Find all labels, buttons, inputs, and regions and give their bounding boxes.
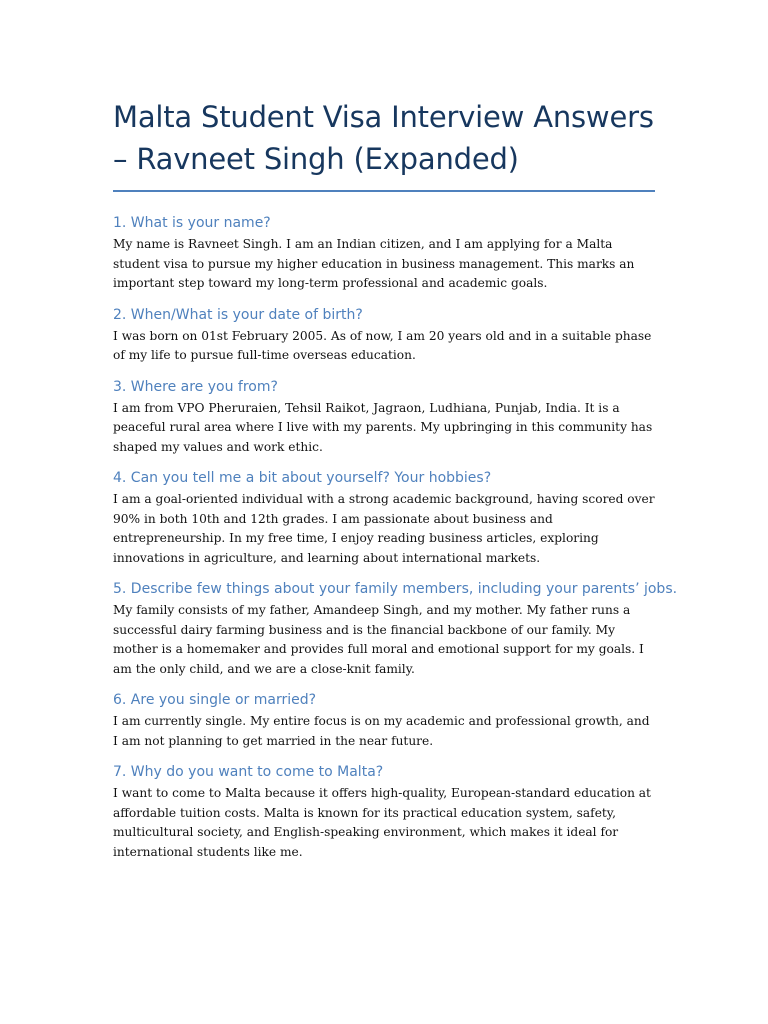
- question-heading: 6. Are you single or married?: [113, 692, 317, 708]
- answer-paragraph: I want to come to Malta because it offers high-quality, European-standard education at affordable tuition costs. Malta is known for its practical education system, safety, multicultural society, and English-speaking environment, which makes it ideal for international students like me.: [113, 786, 651, 859]
- answer-paragraph: My name is Ravneet Singh. I am an Indian citizen, and I am applying for a Malta student visa to pursue my higher education in business management. This marks an important step toward my long-term professional and academic goals.: [113, 237, 635, 290]
- question-heading: 5. Describe few things about your family members, including your parents’ jobs.: [113, 581, 678, 597]
- qa-section-1: [113, 213, 657, 294]
- question-heading: 2. When/What is your date of birth?: [113, 306, 363, 323]
- answer-paragraph: I am a goal-oriented individual with a strong academic background, having scored over 90% in both 10th and 12th grades. I am passionate about business and entrepreneurship. In my free time, I enjoy reading business articles, exploring innovations in agriculture, and learning about international markets.: [113, 492, 655, 565]
- qa-section-2: [113, 305, 657, 366]
- question-heading: 7. Why do you want to come to Malta?: [113, 764, 384, 780]
- answer-paragraph: My family consists of my father, Amandeep Singh, and my mother. My father runs a successful dairy farming business and is the financial backbone of our family. My mother is a homemaker and provides full moral and emotional support for my goals. I am the only child, and we are a close-knit family.: [113, 603, 644, 676]
- title-underline: [113, 190, 655, 192]
- qa-section-5: [113, 579, 678, 679]
- document-title: Malta Student Visa Interview Answers – Ravneet Singh (Expanded): [113, 100, 654, 176]
- question-heading: 4. Can you tell me a bit about yourself? Your hobbies?: [113, 470, 492, 486]
- question-heading: 1. What is your name?: [113, 215, 271, 231]
- answer-paragraph: I was born on 01st February 2005. As of now, I am 20 years old and in a suitable phase of my life to pursue full-time overseas education.: [113, 328, 652, 362]
- qa-section-3: [113, 377, 657, 458]
- qa-section-7: [113, 762, 657, 862]
- document-page: [113, 0, 678, 862]
- qa-section-6: [113, 690, 657, 751]
- question-heading: 3. Where are you from?: [113, 378, 278, 395]
- qa-section-4: [113, 468, 657, 568]
- answer-paragraph: I am currently single. My entire focus is on my academic and professional growth, and I am not planning to get married in the near future.: [113, 714, 650, 748]
- answer-paragraph: I am from VPO Pheruraien, Tehsil Raikot, Jagraon, Ludhiana, Punjab, India. It is a peaceful rural area where I live with my parents. My upbringing in this community has shaped my values and work ethic.: [113, 400, 653, 454]
